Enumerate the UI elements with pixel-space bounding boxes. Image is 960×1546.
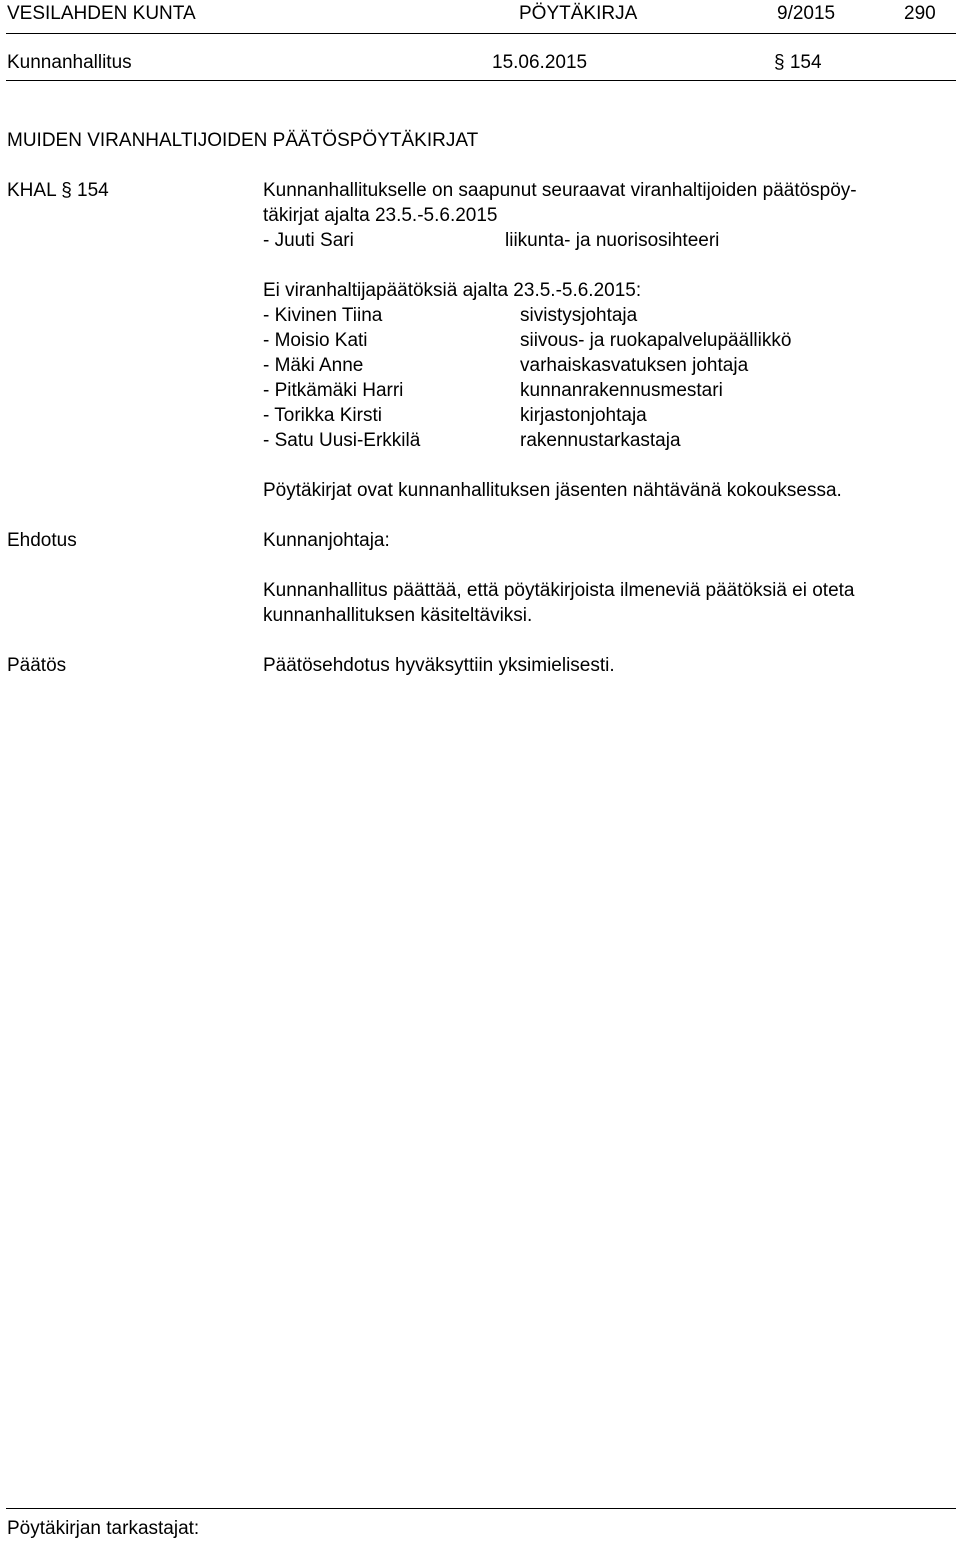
reviewers-label: Pöytäkirjan tarkastajat: xyxy=(7,1518,200,1539)
header-rule-top xyxy=(6,33,956,34)
received-name: - Juuti Sari xyxy=(263,230,354,251)
intro-line-1: Kunnanhallitukselle on saapunut seuraavat viranhaltijoiden päätöspöy- xyxy=(263,180,857,201)
official-name: - Torikka Kirsti xyxy=(263,405,382,426)
document-type: PÖYTÄKIRJA xyxy=(519,3,638,24)
official-title: varhaiskasvatuksen johtaja xyxy=(520,355,749,376)
received-title: liikunta- ja nuorisosihteeri xyxy=(505,230,720,251)
proposal-text-line-2: kunnanhallituksen käsiteltäviksi. xyxy=(263,605,533,626)
intro-line-2: täkirjat ajalta 23.5.-5.6.2015 xyxy=(263,205,498,226)
decision-text: Päätösehdotus hyväksyttiin yksimielisesti. xyxy=(263,655,615,676)
issue-number: 9/2015 xyxy=(777,3,836,24)
official-title: siivous- ja ruokapalvelupäällikkö xyxy=(520,330,792,351)
official-title: kunnanrakennusmestari xyxy=(520,380,723,401)
official-title: kirjastonjohtaja xyxy=(520,405,647,426)
official-name: - Mäki Anne xyxy=(263,355,364,376)
meeting-date: 15.06.2015 xyxy=(492,52,588,73)
section-number: § 154 xyxy=(774,52,822,73)
page-title: MUIDEN VIRANHALTIJOIDEN PÄÄTÖSPÖYTÄKIRJAT xyxy=(7,130,479,151)
display-note: Pöytäkirjat ovat kunnanhallituksen jäsenten nähtävänä kokouksessa. xyxy=(263,480,842,501)
page-number: 290 xyxy=(904,3,936,24)
header-rule-bottom xyxy=(6,80,956,81)
official-name: - Moisio Kati xyxy=(263,330,368,351)
official-name: - Pitkämäki Harri xyxy=(263,380,404,401)
footer-rule xyxy=(6,1508,956,1509)
official-name: - Kivinen Tiina xyxy=(263,305,383,326)
official-title: sivistysjohtaja xyxy=(520,305,638,326)
municipality-name: VESILAHDEN KUNTA xyxy=(7,3,196,24)
no-decisions-heading: Ei viranhaltijapäätöksiä ajalta 23.5.-5.6.2015: xyxy=(263,280,642,301)
proposal-label: Ehdotus xyxy=(7,530,77,551)
proposer: Kunnanjohtaja: xyxy=(263,530,390,551)
decision-label: Päätös xyxy=(7,655,67,676)
meeting-body: Kunnanhallitus xyxy=(7,52,132,73)
official-title: rakennustarkastaja xyxy=(520,430,681,451)
proposal-text-line-1: Kunnanhallitus päättää, että pöytäkirjoista ilmeneviä päätöksiä ei oteta xyxy=(263,580,855,601)
official-name: - Satu Uusi-Erkkilä xyxy=(263,430,421,451)
khal-section-label: KHAL § 154 xyxy=(7,180,109,201)
